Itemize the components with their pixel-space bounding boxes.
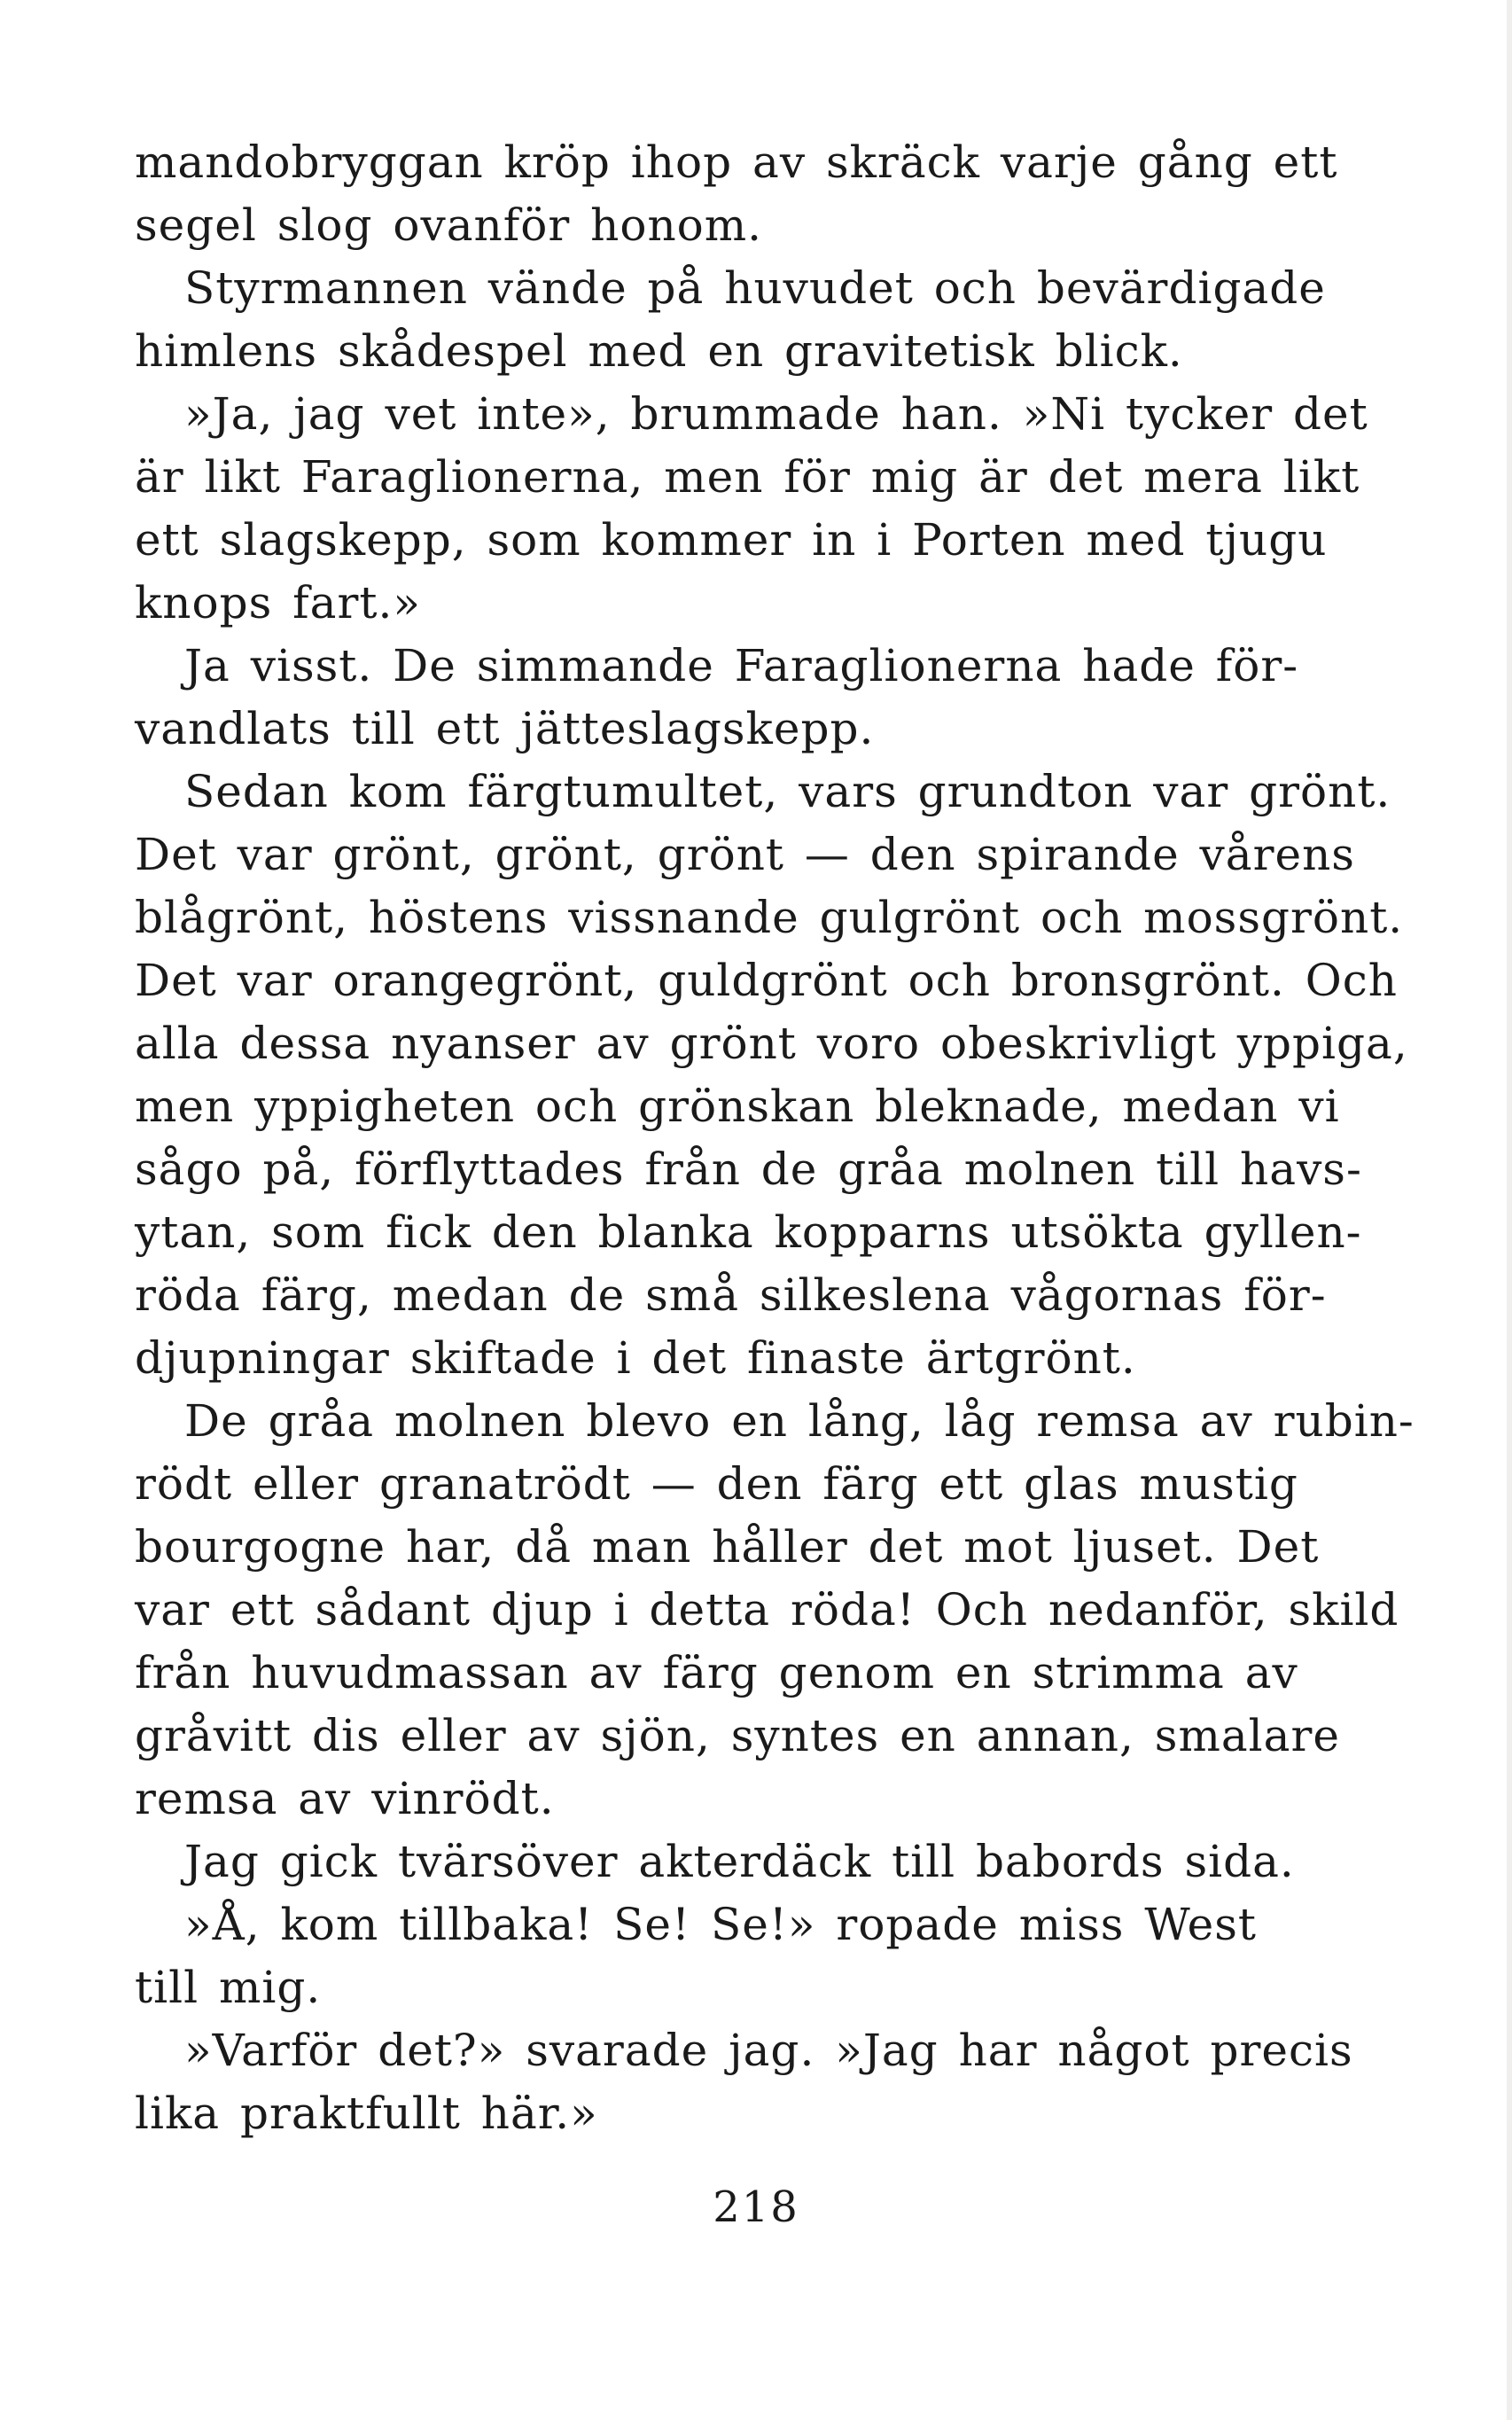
text-line: remsa av vinrödt. (135, 1773, 555, 1824)
text-line: gråvitt dis eller av sjön, syntes en annan, smalare (135, 1710, 1340, 1761)
text-line: vandlats till ett jätteslagskepp. (135, 703, 875, 754)
text-line: Styrmannen vände på huvudet och bevärdigade (184, 262, 1326, 314)
text-line: ytan, som fick den blanka kopparns utsökta gyllen- (135, 1206, 1362, 1258)
text-line: »Varför det?» svarade jag. »Jag har något precis (184, 2025, 1353, 2076)
text-line: »Å, kom tillbaka! Se! Se!» ropade miss West (184, 1899, 1257, 1950)
text-line: alla dessa nyanser av grönt voro obeskrivligt yppiga, (135, 1018, 1408, 1069)
text-line: Ja visst. De simmande Faraglionerna hade för- (184, 640, 1299, 691)
text-line: knops fart.» (135, 577, 421, 628)
text-line: ett slagskepp, som kommer in i Porten med tjugu (135, 514, 1328, 566)
page-number: 218 (713, 2182, 799, 2232)
text-line: sågo på, förflyttades från de gråa molnen till havs- (135, 1144, 1362, 1195)
text-line: rödt eller granatrödt — den färg ett glas mustig (135, 1458, 1298, 1510)
text-line: är likt Faraglionerna, men för mig är det mera likt (135, 451, 1360, 503)
text-line: Det var orangegrönt, guldgrönt och bronsgrönt. Och (135, 955, 1398, 1006)
text-line: blågrönt, höstens vissnande gulgrönt och mossgrönt. (135, 892, 1404, 943)
text-line: djupningar skiftade i det finaste ärtgrönt. (135, 1332, 1136, 1384)
text-line: segel slog ovanför honom. (135, 199, 763, 251)
text-line: himlens skådespel med en gravitetisk blick. (135, 325, 1183, 377)
text-line: De gråa molnen blevo en lång, låg remsa av rubin- (184, 1395, 1415, 1447)
text-line: bourgogne har, då man håller det mot ljuset. Det (135, 1521, 1320, 1573)
text-line: men yppigheten och grönskan bleknade, medan vi (135, 1081, 1340, 1132)
text-line: var ett sådant djup i detta röda! Och nedanför, skild (135, 1584, 1399, 1635)
text-line: lika praktfullt här.» (135, 2088, 598, 2139)
body-text (135, 131, 1415, 2145)
text-line: från huvudmassan av färg genom en strimma av (135, 1647, 1298, 1698)
text-line: Sedan kom färgtumultet, vars grundton var grönt. (184, 766, 1391, 817)
page-edge (1507, 0, 1512, 2420)
text-line: röda färg, medan de små silkeslena vågornas för- (135, 1269, 1327, 1321)
text-line: Det var grönt, grönt, grönt — den spirande vårens (135, 829, 1355, 880)
text-line: Jag gick tvärsöver akterdäck till babords sida. (184, 1836, 1295, 1887)
text-line: »Ja, jag vet inte», brummade han. »Ni tycker det (184, 388, 1368, 440)
text-line: till mig. (135, 1962, 322, 2013)
text-line: mandobryggan kröp ihop av skräck varje gång ett (135, 137, 1338, 188)
